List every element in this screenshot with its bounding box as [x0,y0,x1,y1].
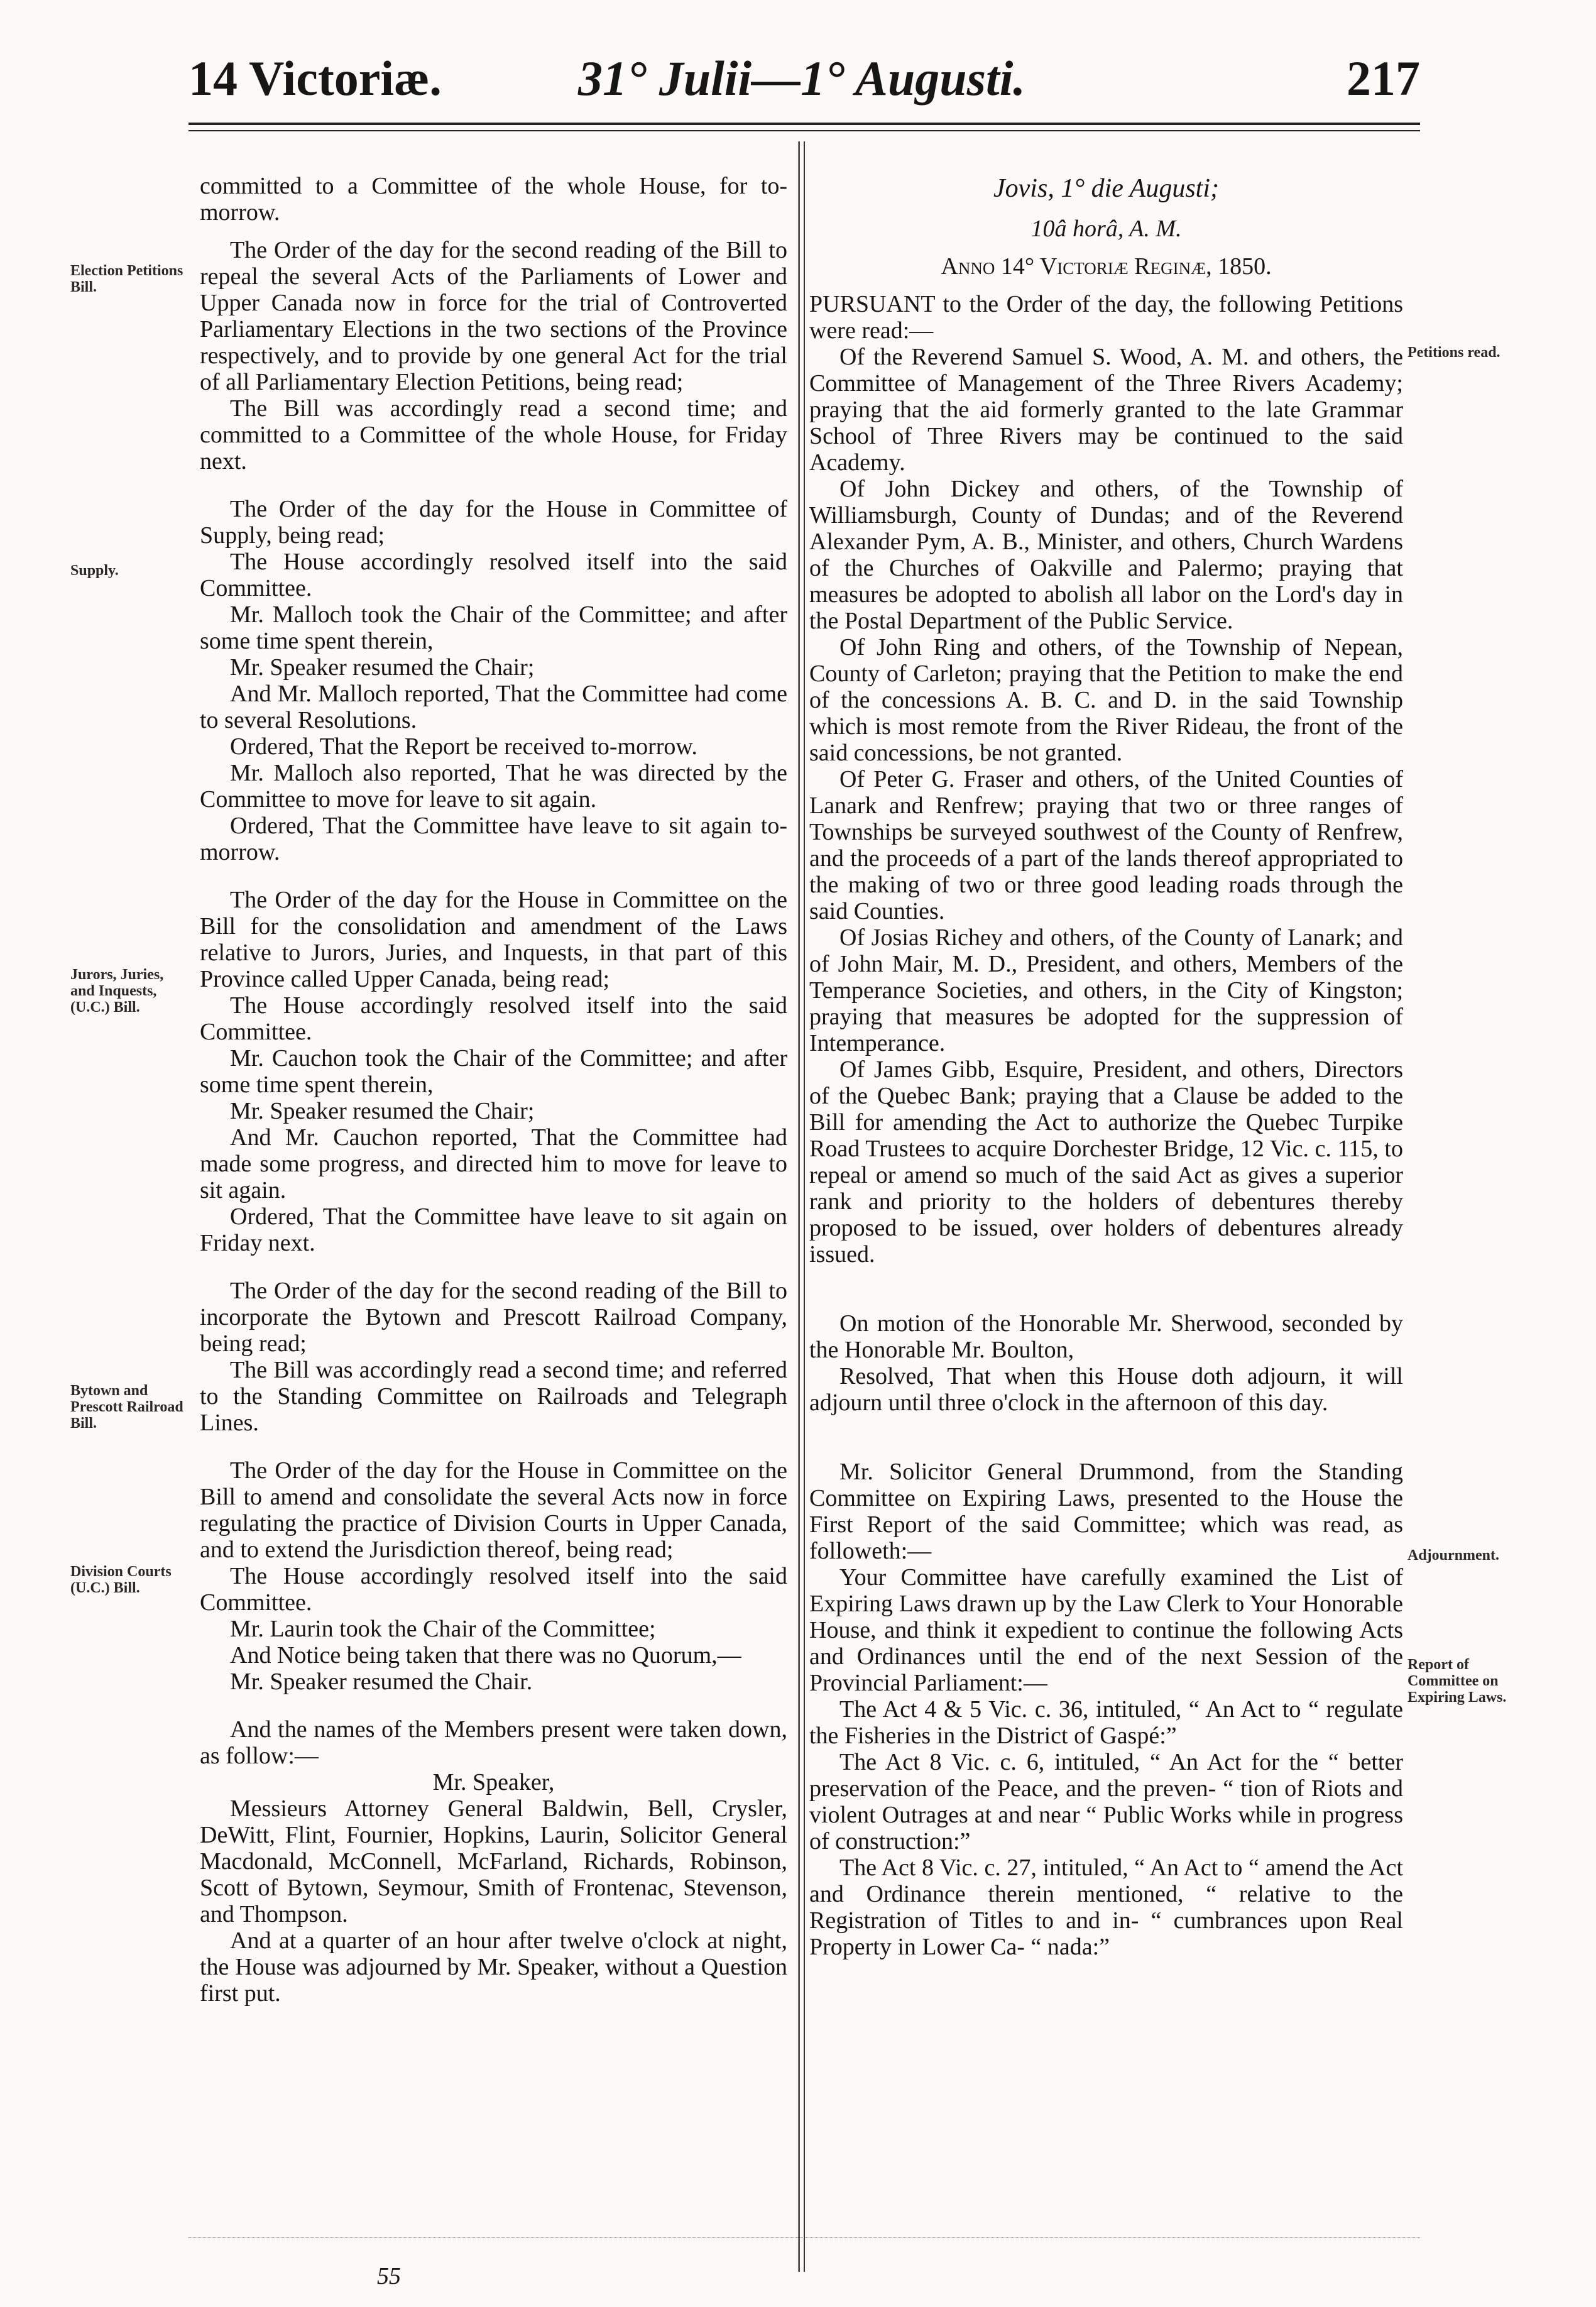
margin-note: Bytown and Prescott Railroad Bill. [70,1383,183,1432]
paragraph: And Mr. Cauchon reported, That the Committee had made some progress, and directed him to move for leave to sit again. [200,1124,787,1203]
paragraph: Mr. Speaker resumed the Chair; [230,1098,535,1124]
paragraph: Of John Dickey and others, of the Township of Williamsburgh, County of Dundas; and of the Reverend Alexander Pym, A. B., Minister, and others, Church Wardens of the Churches of Oakville and Palermo; praying that measures be adopted to abolish all labor on the Lord's day in the Postal Department of the Public Service. [809,476,1403,634]
paragraph: Mr. Speaker resumed the Chair; [230,654,535,681]
margin-note: Supply. [70,562,119,579]
paragraph: The Bill was accordingly read a second time; and committed to a Committee of the whole House, for Friday next. [200,395,787,474]
margin-note: Petitions read. [1407,344,1500,361]
paragraph: The Bill was accordingly read a second time; and referred to the Standing Committee on Railroads and Telegraph Lines. [200,1357,787,1436]
paragraph: The Order of the day for the House in Committee on the Bill to amend and consolidate the several Acts now in force regulating the practice of Division Courts in Upper Canada, and to extend the Jurisdiction thereof, being read; [200,1457,787,1563]
paragraph: committed to a Committee of the whole House, for to-morrow. [200,173,787,226]
margin-note: Adjournment. [1407,1547,1500,1564]
time-heading: 10â horâ, A. M. [1030,216,1182,242]
paragraph: Mr. Malloch also reported, That he was directed by the Committee to move for leave to sit again. [200,760,787,813]
paragraph: Ordered, That the Report be received to-morrow. [230,733,697,760]
footer-rule [189,2237,1420,2238]
paragraph: Ordered, That the Committee have leave to sit again to-morrow. [200,813,787,865]
margin-note: Jurors, Juries, and Inquests, (U.C.) Bill. [70,967,164,1016]
margin-note: Election Petitions Bill. [70,263,183,295]
paragraph: And Notice being taken that there was no Quorum,— [230,1642,741,1669]
paragraph: Of the Reverend Samuel S. Wood, A. M. and others, the Committee of Management of the Three Rivers Academy; praying that the aid formerly granted to the late Grammar School of Three Rivers may be continued to the said Academy. [809,344,1403,476]
paragraph: Of Peter G. Fraser and others, of the United Counties of Lanark and Renfrew; praying that two or three ranges of Townships be surveyed southwest of the County of Renfrew, and the proceeds of a part of the lands thereof appropriated to the making of two or three good leading roads through the said Counties. [809,766,1403,924]
paragraph: And the names of the Members present were taken down, as follow:— [200,1716,787,1769]
paragraph: The House accordingly resolved itself into the said Committee. [200,992,787,1045]
regnal-heading: Anno 14° Victoriæ Reginæ, 1850. [941,253,1272,280]
column-divider [798,141,805,2272]
paragraph: Ordered, That the Committee have leave to sit again on Friday next. [200,1203,787,1256]
signature-mark: 55 [377,2263,401,2289]
paragraph: Mr. Cauchon took the Chair of the Committee; and after some time spent therein, [200,1045,787,1098]
paragraph: Mr. Malloch took the Chair of the Committee; and after some time spent therein, [200,601,787,654]
paragraph: The House accordingly resolved itself into the said Committee. [200,549,787,601]
running-header [189,44,1420,113]
right-column [809,173,1403,1960]
header-rule-thin [189,130,1420,131]
paragraph: Of John Ring and others, of the Township of Nepean, County of Carleton; praying that the Petition to make the end of the concessions A. B. C. and D. in the said Township which is most remote from the River Rideau, the front of the said concessions, be not granted. [809,634,1403,766]
paragraph: PURSUANT to the Order of the day, the following Petitions were read:— [809,291,1403,344]
header-regnal-year: 14 Victoriæ. [189,51,442,106]
paragraph: Mr. Speaker, [432,1769,555,1795]
paragraph: Your Committee have carefully examined the List of Expiring Laws drawn up by the Law Clerk to Your Honorable House, and think it expedient to continue the following Acts and Ordinances until the end of the next Session of the Provincial Parliament:— [809,1564,1403,1696]
header-rule [189,123,1420,125]
paragraph: The Order of the day for the House in Committee of Supply, being read; [200,496,787,549]
date-heading: Jovis, 1° die Augusti; [993,174,1219,203]
paragraph: Of James Gibb, Esquire, President, and others, Directors of the Quebec Bank; praying that a Clause be added to the Bill for amending the Act to authorize the Quebec Turpike Road Trustees to acquire Dorchester Bridge, 12 Vic. c. 115, to repeal or amend so much of the said Act as gives a superior rank and priority to the holders of debentures thereby proposed to be issued, over holders of debentures already issued. [809,1056,1403,1268]
header-dates: 31° Julii—1° Augusti. [578,51,1025,106]
margin-note: Division Courts (U.C.) Bill. [70,1564,172,1596]
member-list: Messieurs Attorney General Baldwin, Bell, Crysler, DeWitt, Flint, Fournier, Hopkins, Laurin, Solicitor General Macdonald, McConnell, McFarland, Richards, Robinson, Scott of Bytown, Seymour, Smith of Frontenac, Stevenson, and Thompson. [200,1795,787,1927]
paragraph: On motion of the Honorable Mr. Sherwood, seconded by the Honorable Mr. Boulton, [809,1310,1403,1363]
paragraph: Resolved, That when this House doth adjourn, it will adjourn until three o'clock in the afternoon of this day. [809,1363,1403,1416]
paragraph: Of Josias Richey and others, of the County of Lanark; and of John Mair, M. D., President, and others, Members of the Temperance Societies, and others, in the City of Kingston; praying that measures be adopted for the suppression of Intemperance. [809,924,1403,1056]
paragraph: Mr. Speaker resumed the Chair. [230,1669,533,1695]
paragraph: Mr. Solicitor General Drummond, from the Standing Committee on Expiring Laws, presented to the House the First Report of the said Committee; which was read, as followeth:— [809,1459,1403,1564]
margin-note: Report of Committee on Expiring Laws. [1407,1657,1507,1706]
left-column [200,173,787,2007]
paragraph: The Order of the day for the House in Committee on the Bill for the consolidation and amendment of the Laws relative to Jurors, Juries, and Inquests, in that part of this Province called Upper Canada, being read; [200,887,787,992]
paragraph: And at a quarter of an hour after twelve o'clock at night, the House was adjourned by Mr. Speaker, without a Question first put. [200,1927,787,2007]
paragraph: And Mr. Malloch reported, That the Committee had come to several Resolutions. [200,681,787,733]
paragraph: The House accordingly resolved itself into the said Committee. [200,1563,787,1616]
paragraph: The Act 8 Vic. c. 6, intituled, “ An Act for the “ better preservation of the Peace, and the preven- “ tion of Riots and violent Outrages at and near “ Public Works while in progress of construction:” [809,1749,1403,1855]
paragraph: The Act 8 Vic. c. 27, intituled, “ An Act to “ amend the Act and Ordinance therein mentioned, “ relative to the Registration of Titles to and in- “ cumbrances upon Real Property in Lower Ca- “ nada:” [809,1855,1403,1960]
paragraph: The Act 4 & 5 Vic. c. 36, intituled, “ An Act to “ regulate the Fisheries in the District of Gaspé:” [809,1696,1403,1749]
paragraph: The Order of the day for the second reading of the Bill to repeal the several Acts of the Parliaments of Lower and Upper Canada now in force for the trial of Controverted Parliamentary Elections in the two sections of the Province respectively, and to provide by one general Act for the trial of all Parliamentary Election Petitions, being read; [200,237,787,395]
page-number: 217 [1347,51,1420,106]
paragraph: Mr. Laurin took the Chair of the Committee; [230,1616,656,1642]
paragraph: The Order of the day for the second reading of the Bill to incorporate the Bytown and Prescott Railroad Company, being read; [200,1278,787,1357]
